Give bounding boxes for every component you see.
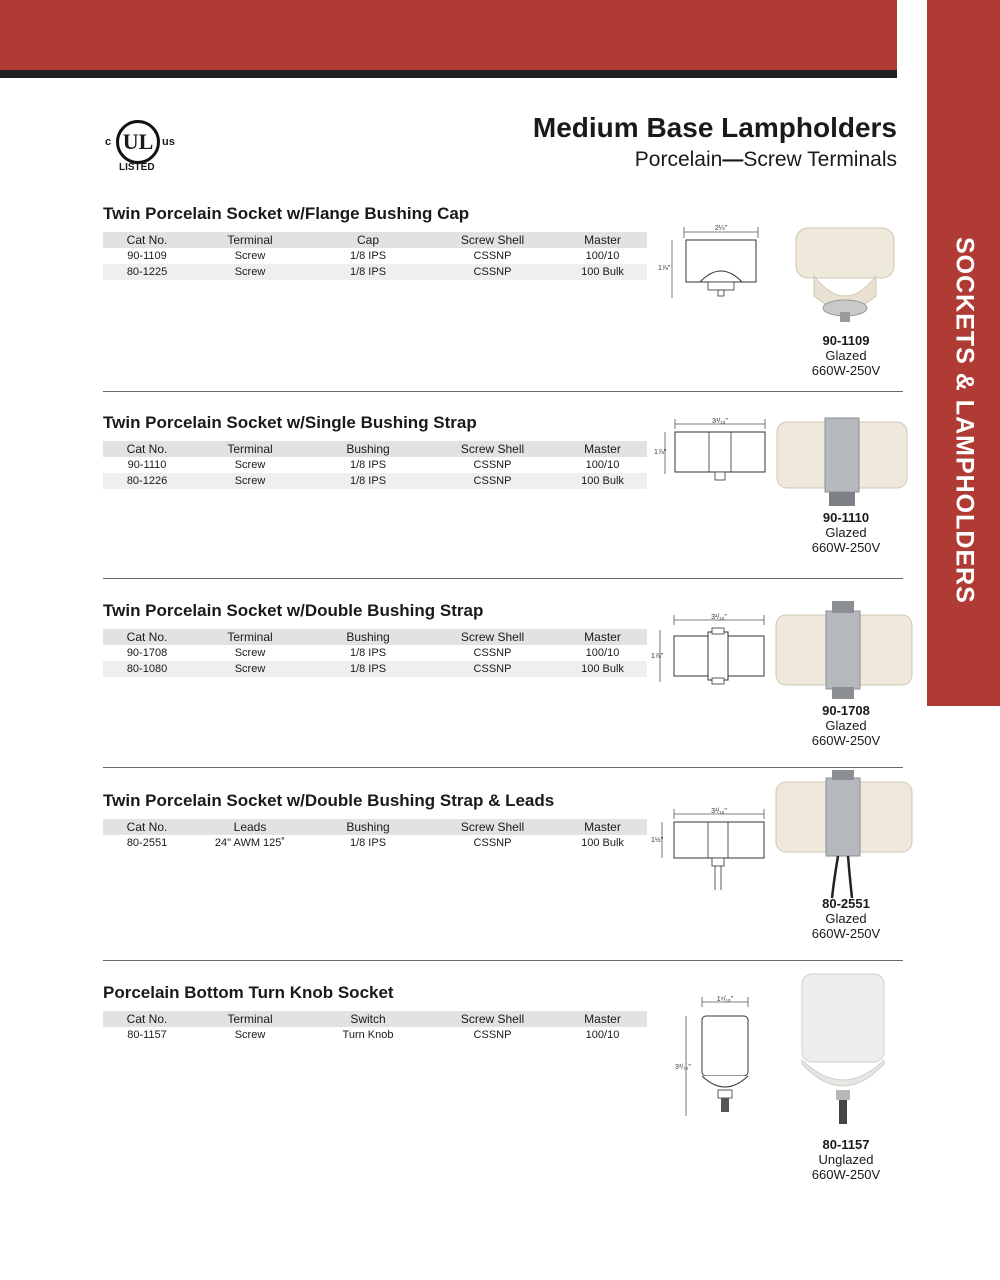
table-cell: 90-1109 [103, 248, 191, 264]
col-header: Leads [191, 819, 309, 835]
dimension-diagram-90-1708 [652, 612, 770, 688]
col-header: Master [558, 819, 647, 835]
table-cell: 100 Bulk [558, 661, 647, 677]
product-caption [791, 1137, 901, 1182]
col-header: Terminal [191, 232, 309, 248]
table-cell: 1/8 IPS [309, 661, 427, 677]
table-cell: 100/10 [558, 1027, 647, 1043]
col-header: Master [558, 232, 647, 248]
table-cell: 100/10 [558, 645, 647, 661]
section-divider [103, 767, 903, 768]
side-category-label: SOCKETS & LAMPHOLDERS [950, 237, 979, 604]
table-cell: 80-1157 [103, 1027, 191, 1043]
table-cell: 24" AWM 125˚ [191, 835, 309, 851]
col-header: Cat No. [103, 1011, 191, 1027]
ul-logo-mark: UL [116, 120, 160, 164]
table-header-row [103, 819, 647, 835]
caption-rating: 660W-250V [811, 363, 881, 378]
table-cell: 1/8 IPS [309, 248, 427, 264]
col-header: Screw Shell [427, 1011, 558, 1027]
table-header-row [103, 629, 647, 645]
col-header: Cat No. [103, 819, 191, 835]
table-cell: CSSNP [427, 264, 558, 280]
dimension-diagram-80-1157 [672, 994, 762, 1124]
section-divider [103, 960, 903, 961]
ul-listed-logo [100, 118, 190, 178]
table-cell: 100 Bulk [558, 835, 647, 851]
table-cell: Screw [191, 1027, 309, 1043]
col-header: Terminal [191, 629, 309, 645]
dimension-diagram-90-1110 [655, 416, 770, 484]
subtitle-terminals: Screw Terminals [743, 148, 897, 171]
ul-logo-c: c [105, 136, 112, 148]
dim-width-label: 3¹/₁₆" [711, 614, 727, 621]
subtitle-dash: — [722, 148, 744, 171]
dim-width-label: 1⁹/₁₆" [716, 996, 734, 1003]
table-header-row [103, 1011, 647, 1027]
caption-code: 80-1157 [822, 1137, 870, 1152]
caption-rating: 660W-250V [811, 540, 881, 555]
top-black-rule [0, 70, 897, 78]
table-row [103, 835, 647, 851]
dimension-diagram-80-2551 [652, 806, 770, 892]
dim-width-label: 3¹/₁₆" [711, 808, 727, 815]
col-header: Master [558, 441, 647, 457]
dim-width-label: 3¹/₁₆" [712, 418, 728, 425]
spec-table [103, 232, 647, 280]
table-cell: Screw [191, 661, 309, 677]
section-title: Porcelain Bottom Turn Knob Socket [103, 983, 394, 1002]
table-row [103, 457, 647, 473]
table-cell: Screw [191, 457, 309, 473]
caption-rating: 660W-250V [811, 926, 881, 941]
col-header: Terminal [191, 441, 309, 457]
caption-finish: Unglazed [818, 1152, 874, 1167]
table-cell: 90-1110 [103, 457, 191, 473]
table-cell: 1/8 IPS [309, 645, 427, 661]
table-row [103, 473, 647, 489]
caption-code: 90-1110 [822, 510, 870, 525]
col-header: Bushing [309, 819, 427, 835]
spec-table [103, 819, 647, 851]
table-cell: CSSNP [427, 1027, 558, 1043]
table-cell: 1/8 IPS [309, 457, 427, 473]
dim-width-label: 2¼" [714, 225, 728, 232]
col-header: Bushing [309, 441, 427, 457]
table-row [103, 264, 647, 280]
section-divider [103, 391, 903, 392]
table-cell: 100/10 [558, 248, 647, 264]
spec-table [103, 441, 647, 489]
col-header: Cat No. [103, 441, 191, 457]
table-cell: CSSNP [427, 473, 558, 489]
ul-logo-us: us [162, 136, 175, 148]
col-header: Screw Shell [427, 441, 558, 457]
table-row [103, 248, 647, 264]
table-cell: CSSNP [427, 645, 558, 661]
spec-table [103, 629, 647, 677]
product-caption [791, 333, 901, 378]
product-caption [791, 510, 901, 555]
table-cell: 1/8 IPS [309, 835, 427, 851]
col-header: Cat No. [103, 232, 191, 248]
product-photo-80-1157 [798, 972, 888, 1132]
section-title: Twin Porcelain Socket w/Double Bushing Strap & Leads [103, 791, 555, 810]
col-header: Switch [309, 1011, 427, 1027]
table-cell: 100 Bulk [558, 473, 647, 489]
product-photo-90-1109 [790, 226, 900, 334]
table-cell: 80-1080 [103, 661, 191, 677]
caption-rating: 660W-250V [811, 1167, 881, 1182]
table-row [103, 645, 647, 661]
col-header: Cap [309, 232, 427, 248]
table-cell: 80-2551 [103, 835, 191, 851]
col-header: Master [558, 629, 647, 645]
table-cell: CSSNP [427, 835, 558, 851]
table-cell: Turn Knob [309, 1027, 427, 1043]
page-subtitle [635, 148, 897, 172]
table-cell: 1/8 IPS [309, 264, 427, 280]
table-header-row [103, 441, 647, 457]
table-cell: 80-1226 [103, 473, 191, 489]
caption-rating: 660W-250V [811, 733, 881, 748]
table-cell: Screw [191, 264, 309, 280]
section-title: Twin Porcelain Socket w/Single Bushing Strap [103, 413, 477, 432]
table-cell: CSSNP [427, 457, 558, 473]
ul-logo-listed: LISTED [119, 162, 155, 173]
table-row [103, 1027, 647, 1043]
table-cell: 100 Bulk [558, 264, 647, 280]
top-red-band [0, 0, 897, 70]
dim-height-label: 1½" [651, 837, 664, 844]
caption-code: 80-2551 [822, 896, 870, 911]
section-title: Twin Porcelain Socket w/Double Bushing Strap [103, 601, 484, 620]
product-caption [791, 703, 901, 748]
product-photo-80-2551 [774, 770, 914, 900]
table-cell: 90-1708 [103, 645, 191, 661]
table-cell: 80-1225 [103, 264, 191, 280]
dim-height-label: 1⅞" [651, 653, 664, 660]
caption-code: 90-1708 [822, 703, 870, 718]
col-header: Terminal [191, 1011, 309, 1027]
dim-height-label: 3³/₁₆" [675, 1064, 691, 1071]
table-cell: Screw [191, 645, 309, 661]
dim-height-label: 1⅞" [654, 449, 667, 456]
table-row [103, 661, 647, 677]
product-caption [791, 896, 901, 941]
caption-finish: Glazed [825, 525, 867, 540]
page-title: Medium Base Lampholders [532, 112, 897, 143]
spec-table [103, 1011, 647, 1043]
table-cell: 1/8 IPS [309, 473, 427, 489]
section-title: Twin Porcelain Socket w/Flange Bushing Cap [103, 204, 470, 223]
dim-height-label: 1⅞" [658, 265, 671, 272]
col-header: Cat No. [103, 629, 191, 645]
section-divider [103, 578, 903, 579]
col-header: Bushing [309, 629, 427, 645]
caption-code: 90-1109 [822, 333, 870, 348]
caption-finish: Glazed [825, 911, 867, 926]
table-cell: Screw [191, 473, 309, 489]
table-cell: Screw [191, 248, 309, 264]
table-cell: CSSNP [427, 248, 558, 264]
col-header: Screw Shell [427, 819, 558, 835]
col-header: Master [558, 1011, 647, 1027]
table-header-row [103, 232, 647, 248]
caption-finish: Glazed [825, 348, 867, 363]
caption-finish: Glazed [825, 718, 867, 733]
product-photo-90-1110 [775, 418, 910, 508]
dimension-diagram-90-1109 [660, 222, 765, 304]
table-cell: CSSNP [427, 661, 558, 677]
subtitle-material: Porcelain [634, 148, 723, 171]
table-cell: 100/10 [558, 457, 647, 473]
col-header: Screw Shell [427, 629, 558, 645]
col-header: Screw Shell [427, 232, 558, 248]
product-photo-90-1708 [774, 601, 914, 699]
